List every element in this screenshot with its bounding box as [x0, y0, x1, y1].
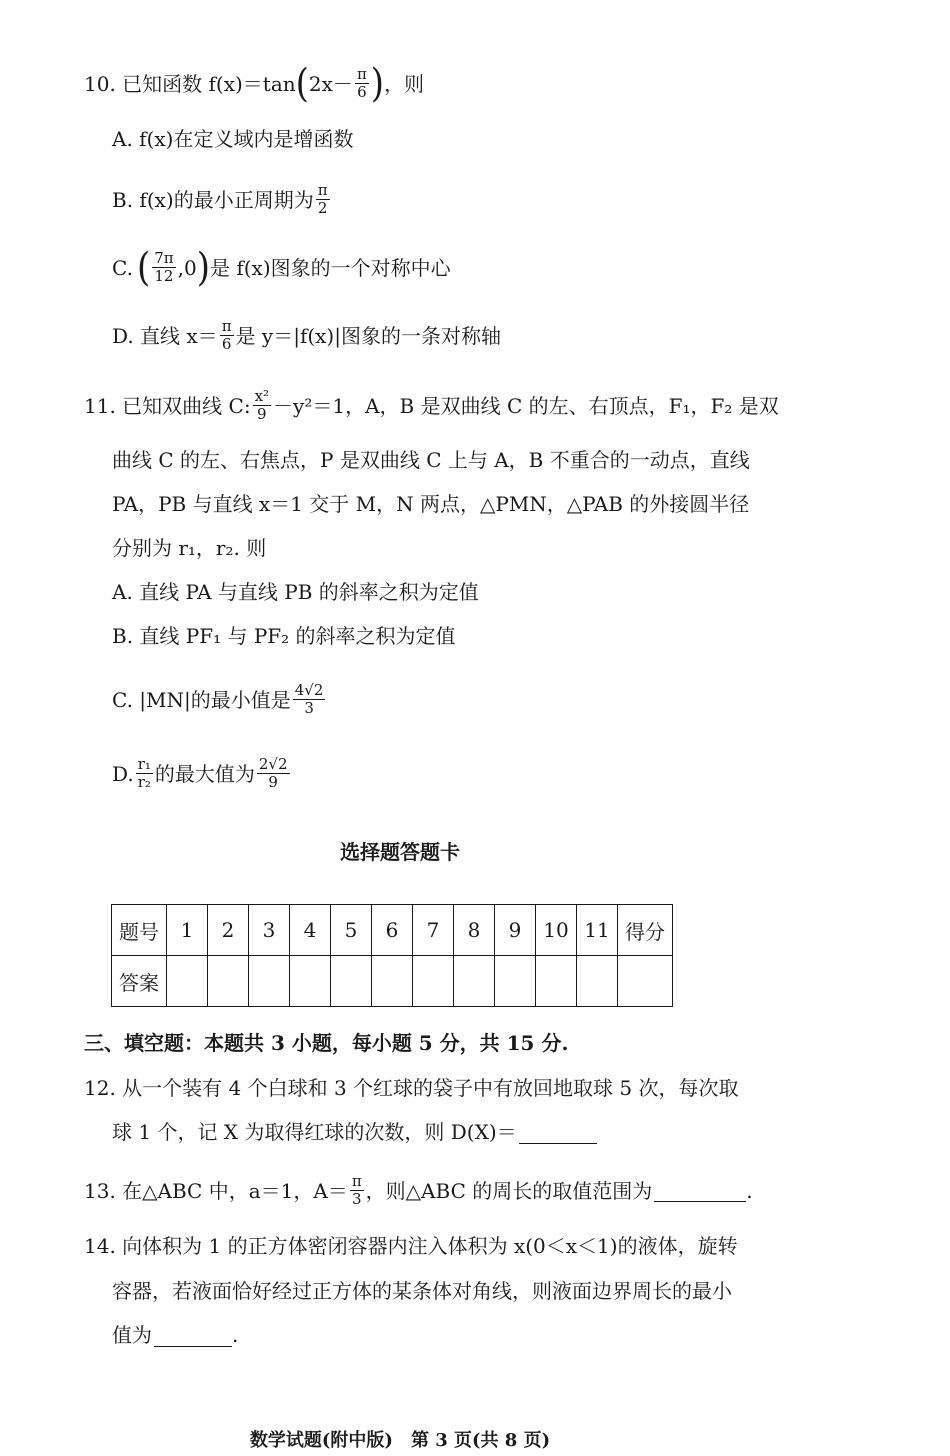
- question-number: 1: [167, 905, 208, 956]
- q14-line2: 容器，若液面恰好经过正方体的某条体对角线，则液面边界周长的最小: [112, 1279, 732, 1303]
- row-label: 答案: [112, 956, 167, 1007]
- q12-line2: 球 1 个，记 X 为取得红球的次数，则 D(X)＝: [112, 1117, 597, 1147]
- answer-card-row-answers: [112, 956, 673, 1007]
- q11-option-d: D. $\frac{\text{r₁}}{\text{r₂}}$ 的最大值为 $\frac{2√2}{9}$: [112, 755, 288, 791]
- question-number: 9: [495, 905, 536, 956]
- answer-cell[interactable]: [577, 956, 618, 1007]
- question-number: 5: [331, 905, 372, 956]
- question-number: 4: [290, 905, 331, 956]
- q12-line1: 12. 从一个装有 4 个白球和 3 个红球的袋子中有放回地取球 5 次，每次取: [84, 1076, 739, 1100]
- q11-stem-line1: 11. 已知双曲线 C: $\frac{\text{x²}}{9}$ －y²＝1，A，B 是双曲线 C 的左、右顶点，F₁，F₂ 是双: [84, 387, 779, 423]
- answer-cell[interactable]: [372, 956, 413, 1007]
- answer-cell[interactable]: [413, 956, 454, 1007]
- q10-fraction: $\frac{\pi}{6}$: [356, 65, 367, 101]
- q11-stem-line4: 分别为 r₁，r₂. 则: [112, 536, 267, 560]
- question-number: 6: [372, 905, 413, 956]
- q12-answer-blank[interactable]: [519, 1121, 597, 1144]
- q10-stem: 10. 已知函数 f(x)＝tan ( 2x－ $\frac{\pi}{6}$ ) ，则: [84, 60, 425, 107]
- answer-cell[interactable]: [536, 956, 577, 1007]
- answer-cell[interactable]: [290, 956, 331, 1007]
- q13-line: 13. 在△ABC 中，a＝1，A＝ $\frac{\pi}{3}$ ，则△ABC 的周长的取值范围为 .: [84, 1172, 753, 1208]
- q10-option-c: C. ( $\frac{7\pi}{12}$ ,0 ) 是 f(x)图象的一个对称中心: [112, 244, 451, 291]
- q11-stem-line3: PA，PB 与直线 x＝1 交于 M，N 两点，△PMN，△PAB 的外接圆半径: [112, 492, 750, 516]
- q10-option-b: B. f(x)的最小正周期为 $\frac{\pi}{2}$: [112, 181, 328, 217]
- q11-option-a: A. 直线 PA 与直线 PB 的斜率之积为定值: [112, 580, 479, 604]
- q11-option-c: C. |MN|的最小值是 $\frac{4√2}{3}$: [112, 681, 324, 717]
- question-number: 11: [577, 905, 618, 956]
- q11-option-b: B. 直线 PF₁ 与 PF₂ 的斜率之积为定值: [112, 624, 456, 648]
- question-number: 2: [208, 905, 249, 956]
- section-3-heading: 三、填空题：本题共 3 小题，每小题 5 分，共 15 分.: [84, 1031, 569, 1055]
- row-label: 题号: [112, 905, 167, 956]
- score-cell[interactable]: [618, 956, 673, 1007]
- answer-cell[interactable]: [167, 956, 208, 1007]
- question-number: 3: [249, 905, 290, 956]
- q10-option-d: D. 直线 x＝ $\frac{\pi}{6}$ 是 y＝|f(x)|图象的一条对称轴: [112, 317, 501, 353]
- page-footer: 数学试题(附中版) 第 3 页(共 8 页): [249, 1430, 551, 1451]
- answer-card-table: [111, 904, 673, 1007]
- score-label: 得分: [618, 905, 673, 956]
- answer-cell[interactable]: [249, 956, 290, 1007]
- answer-cell[interactable]: [495, 956, 536, 1007]
- answer-cell[interactable]: [454, 956, 495, 1007]
- question-number: 10: [536, 905, 577, 956]
- answer-card-row-numbers: [112, 905, 673, 956]
- answer-cell[interactable]: [208, 956, 249, 1007]
- q14-line3: 值为 .: [112, 1323, 239, 1347]
- q10-option-a: A. f(x)在定义域内是增函数: [112, 127, 354, 151]
- question-number: 7: [413, 905, 454, 956]
- question-number: 8: [454, 905, 495, 956]
- q11-stem-line2: 曲线 C 的左、右焦点，P 是双曲线 C 上与 A，B 不重合的一动点，直线: [112, 448, 750, 472]
- q13-answer-blank[interactable]: [654, 1179, 746, 1202]
- answer-cell[interactable]: [331, 956, 372, 1007]
- q14-answer-blank[interactable]: [154, 1324, 232, 1347]
- answer-card-title: 选择题答题卡: [340, 840, 460, 864]
- q14-line1: 14. 向体积为 1 的正方体密闭容器内注入体积为 x(0＜x＜1)的液体，旋转: [84, 1234, 738, 1258]
